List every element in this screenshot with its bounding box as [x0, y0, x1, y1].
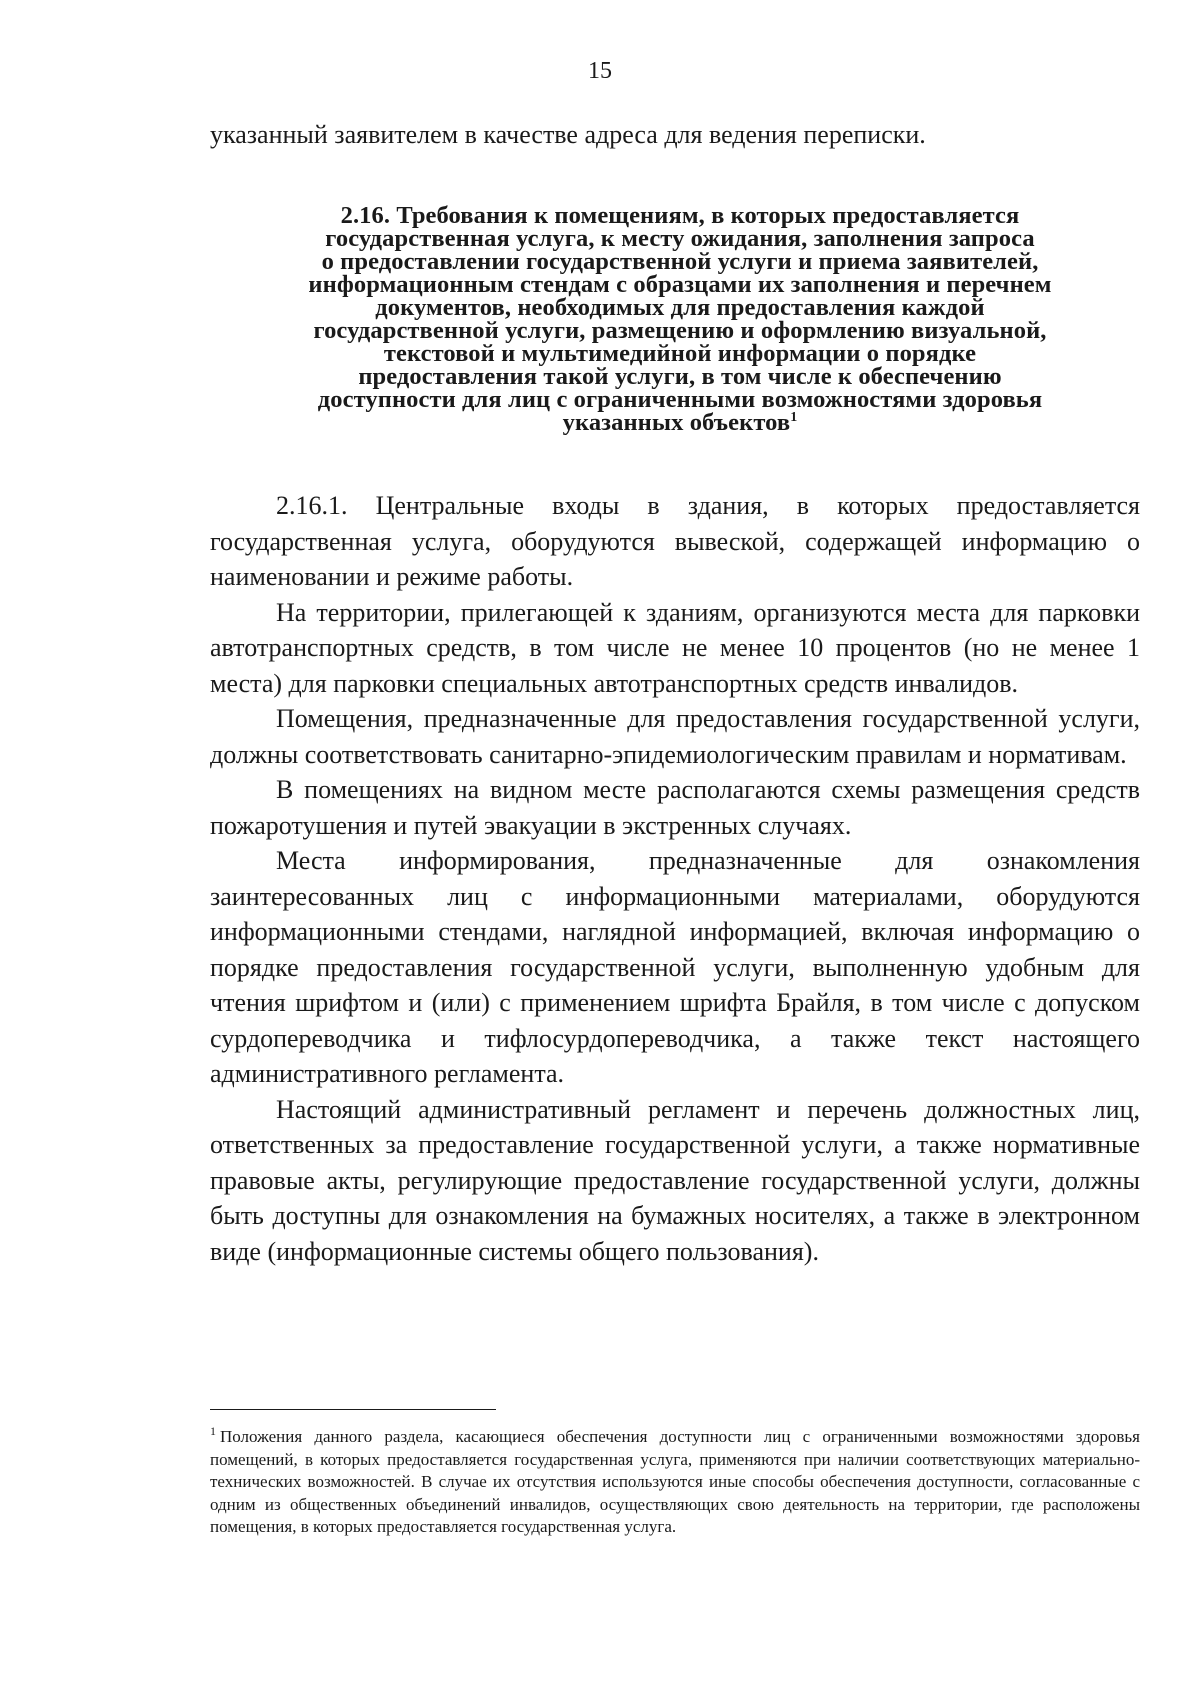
paragraph: 2.16.1. Центральные входы в здания, в которых предоставляется государственная услуга, оборудуются вывеской, содержащей информацию о наименовании и режиме работы.	[210, 491, 1140, 591]
heading-line: информационным стендам с образцами их заполнения и перечнем	[308, 271, 1052, 298]
heading-line: доступности для лиц с ограниченными возможностями здоровья	[317, 386, 1043, 413]
heading-line: документов, необходимых для предоставления каждой	[375, 294, 985, 321]
paragraph: На территории, прилегающей к зданиям, организуются места для парковки автотранспортных средств, в том числе не менее 10 процентов (но не менее 1 места) для парковки специальных автотранспортных средств инвалидов.	[210, 597, 1140, 698]
heading-line: 2.16. Требования к помещениям, в которых предоставляется	[340, 202, 1020, 229]
footnote-mark: 1	[210, 1424, 216, 1439]
heading-line-last	[230, 411, 1130, 434]
heading-line: предоставления такой услуги, в том числе к обеспечению	[358, 363, 1002, 390]
paragraph: Помещения, предназначенные для предоставления государственной услуги, должны соответствовать санитарно-эпидемиологическим правилам и нормативам.	[210, 704, 1140, 769]
paragraph: Настоящий административный регламент и перечень должностных лиц, ответственных за предоставление государственной услуги, а также нормативные правовые акты, регулирующие предоставление государственной услуги, должны быть доступны для ознакомления на бумажных носителях, а также в электронном виде (информационные системы общего пользования).	[210, 1094, 1140, 1266]
footnote-separator	[210, 1409, 496, 1410]
heading-line-text: указанных объектов	[562, 409, 791, 436]
heading-line: текстовой и мультимедийной информации о порядке	[383, 340, 977, 367]
paragraph: Места информирования, предназначенные для ознакомления заинтересованных лиц с информационными материалами, оборудуются информационными стендами, наглядной информацией, включая информацию о порядке предоставления государственной услуги, выполненную удобным для чтения шрифтом и (или) с применением шрифта Брайля, в том числе с допуском сурдопереводчика и тифлосурдопереводчика, а также текст настоящего административного регламента.	[210, 846, 1140, 1088]
section-heading	[230, 204, 1130, 434]
paragraph: В помещениях на видном месте располагаются схемы размещения средств пожаротушения и путей эвакуации в экстренных случаях.	[210, 775, 1140, 840]
page-number: 15	[588, 58, 612, 84]
body-text	[210, 488, 1140, 1269]
heading-line: о предоставлении государственной услуги и приема заявителей,	[321, 248, 1039, 275]
heading-line: государственной услуги, размещению и оформлению визуальной,	[313, 317, 1047, 344]
heading-line: государственная услуга, к месту ожидания, заполнения запроса	[325, 225, 1035, 252]
footnote	[210, 1426, 1140, 1539]
footnote-text: Положения данного раздела, касающиеся обеспечения доступности лиц с ограниченными возможностями здоровья помещений, в которых предоставляется государственная услуга, применяются при наличии соответствующих материально-технических возможностей. В случае их отсутствия используются иные способы обеспечения доступности, согласованные с одним из общественных объединений инвалидов, осуществляющих свою деятельность на территории, где расположены помещения, в которых предоставляется государственная услуга.	[210, 1427, 1140, 1536]
footnote-reference[interactable]: 1	[790, 409, 798, 425]
continuation-line: указанный заявителем в качестве адреса для ведения переписки.	[210, 120, 926, 149]
